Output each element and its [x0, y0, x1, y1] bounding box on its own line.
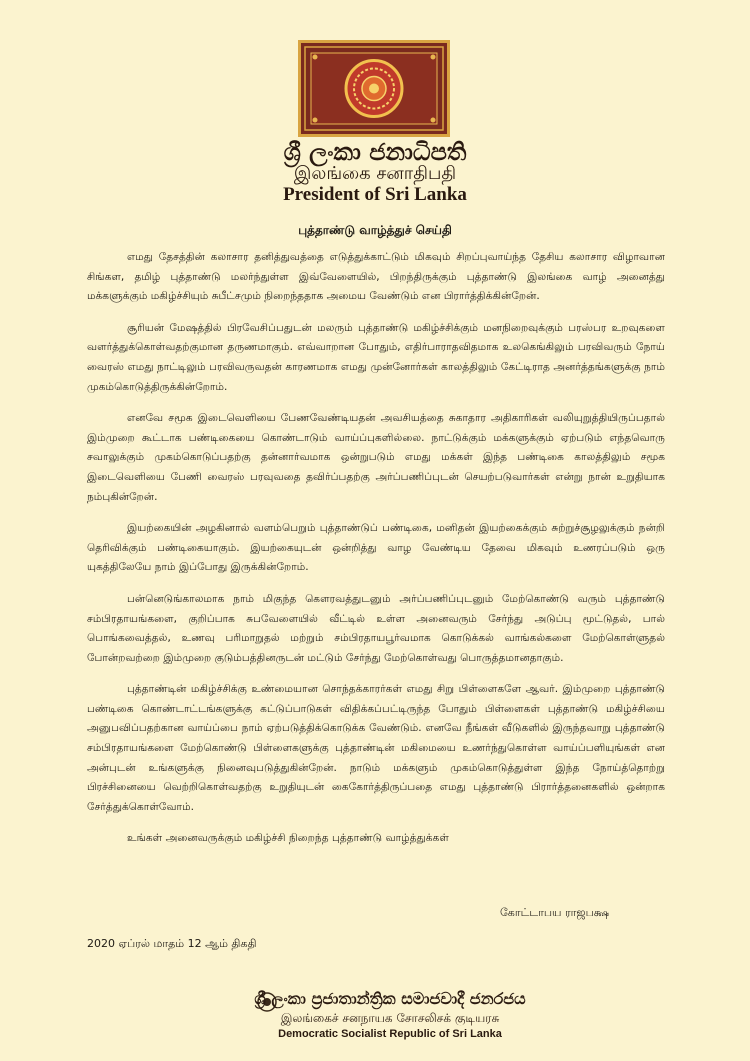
message-body [87, 248, 665, 861]
closing-greeting: உங்கள் அனைவருக்கும் மகிழ்ச்சி நிறைந்த புத்தாண்டு வாழ்த்துக்கள் [127, 832, 449, 845]
paragraph: இயற்கையின் அழகினால் வளம்பெறும் புத்தாண்டுப் பண்டிகை, மனிதன் இயற்கைக்கும் சுற்றுச்சூழலுக்கும் நன்றி தெரிவிக்கும் பண்டிகையாகும். இயற்கையுடன் ஒன்றித்து வாழ வேண்டிய தேவை மிகவும் உணரப்படும் ஒரு யுகத்திலேயே நாம் இப்போது இருக்கின்றோம். [87, 522, 665, 574]
signatory-name: கோட்டாபய ராஜபக்ஷ [500, 906, 610, 919]
paragraph: பன்னெடுங்காலமாக நாம் மிகுந்த கௌரவத்துடனும் அர்ப்பணிப்புடனும் மேற்கொண்டு வரும் புத்தாண்டு சம்பிரதாயங்களை, குறிப்பாக சுபவேளையில் வீட்டில் உள்ள அனைவரும் சேர்ந்து அடுப்பு மூட்டுதல், பால் பொங்கவைத்தல், உணவு பரிமாறுதல் மற்றும் சம்பிரதாயபூர்வமாக கொடுக்கல் வாங்கல்களை மேற்கொள்ளுதல் போன்றவற்றை இம்முறை குடும்பத்தினருடன் மட்டும் சேர்ந்து மேற்கொள்வது பொருத்தமானதாகும். [87, 592, 665, 664]
header-english-title: President of Sri Lanka [283, 184, 467, 205]
header-sinhala-title: ශ්‍රී ලංකා ජනාධිපති [283, 138, 467, 166]
paragraph: சூரியன் மேஷத்தில் பிரவேசிப்பதுடன் மலரும் புத்தாண்டு மகிழ்ச்சிக்கும் மனநிறைவுக்கும் பரஸ்பர உறவுகளை வளர்த்துக்கொள்வதற்குமான தருணமாகும். எவ்வாறான போதும், எதிர்பாராதவிதமாக உலகெங்கிலும் பரவிவரும் நோய் வைரஸ் எமது நாட்டிலும் பரவிவருவதன் காரணமாக எமது முன்னோர்கள் காலத்திலும் கேட்டிராத அனர்த்தங்களுக்கு நாம் முகம்கொடுத்திருக்கின்றோம். [87, 321, 665, 393]
footer-tamil-name: இலங்கைச் சனநாயக சோசலிசக் குடியரசு [280, 1011, 500, 1025]
paragraph: புத்தாண்டின் மகிழ்ச்சிக்கு உண்மையான சொந்தக்காரர்கள் எமது சிறு பிள்ளைகளே ஆவர். இம்முறை புத்தாண்டு பண்டிகை கொண்டாட்டங்களுக்கு கட்டுப்பாடுகள் விதிக்கப்பட்டிருந்த போதும் பிள்ளைகள் புத்தாண்டு மகிழ்ச்சியை அனுபவிப்பதற்கான வாய்ப்பை நாம் ஏற்படுத்திக்கொடுக்க வேண்டும். எனவே நீங்கள் வீடுகளில் இருந்தவாறு புத்தாண்டு சம்பிரதாயங்களை மேற்கொண்டு பிள்ளைகளுக்கு புத்தாண்டின் மகிமையை உணர்ந்துகொள்ள வாய்ப்பளியுங்கள் என அன்புடன் உங்களுக்கு நினைவுபடுத்துகின்றேன். நாடும் மக்களும் முகம்கொடுத்துள்ள இந்த நோய்த்தொற்று பிரச்சினையை வெற்றிகொள்வதற்கு உறுதியுடன் கைகோர்த்திருப்பதை எமது புத்தாண்டு பிரார்த்தனைகளில் ஒன்றாக சேர்த்துக்கொள்வோம். [87, 683, 665, 813]
message-title: புத்தாண்டு வாழ்த்துச் செய்தி [298, 223, 452, 237]
letter-date: 2020 ஏப்ரல் மாதம் 12 ஆம் திகதி [87, 937, 257, 950]
paragraph: எனவே சமூக இடைவெளியை பேணவேண்டியதன் அவசியத்தை சுகாதார அதிகாரிகள் வலியுறுத்தியிருப்பதால் இம்முறை கூட்டாக பண்டிகையை கொண்டாடும் வாய்ப்புகளில்லை. நாட்டுக்கும் மக்களுக்கும் ஏற்படும் எந்தவொரு சவாலுக்கும் முகம்கொடுப்பதற்கு தன்னார்வமாக ஒன்றுபடும் எமது மக்கள் இந்த பண்டிகை காலத்திலும் சமூக இடைவெளியை பேணி வைரஸ் பரவுவதை தவிர்ப்பதற்கு அர்ப்பணிப்புடன் செயற்படுவார்கள் என்று நான் உறுதியாக நம்புகின்றேன். [87, 412, 665, 503]
footer-sinhala-name: ශ්‍රී ලංකා ප්‍රජාතාන්ත්‍රික සමාජවාදී ජනරජය [254, 989, 526, 1008]
header-tamil-title: இலங்கை சனாதிபதி [293, 163, 457, 184]
footer-english-name: Democratic Socialist Republic of Sri Lanka [278, 1028, 502, 1040]
paragraph: எமது தேசத்தின் கலாசார தனித்துவத்தை எடுத்துக்காட்டும் மிகவும் சிறப்புவாய்ந்த தேசிய கலாசார விழாவான சிங்கள, தமிழ் புத்தாண்டு மலர்ந்துள்ள இவ்வேளையில், பிறந்திருக்கும் புத்தாண்டு இலங்கை வாழ் அனைத்து மக்களுக்கும் மகிழ்ச்சியும் சுபீட்சமும் நிறைந்ததாக அமைய வேண்டும் என பிரார்த்திக்கின்றேன். [87, 251, 665, 303]
presidential-flag-emblem [298, 40, 450, 137]
